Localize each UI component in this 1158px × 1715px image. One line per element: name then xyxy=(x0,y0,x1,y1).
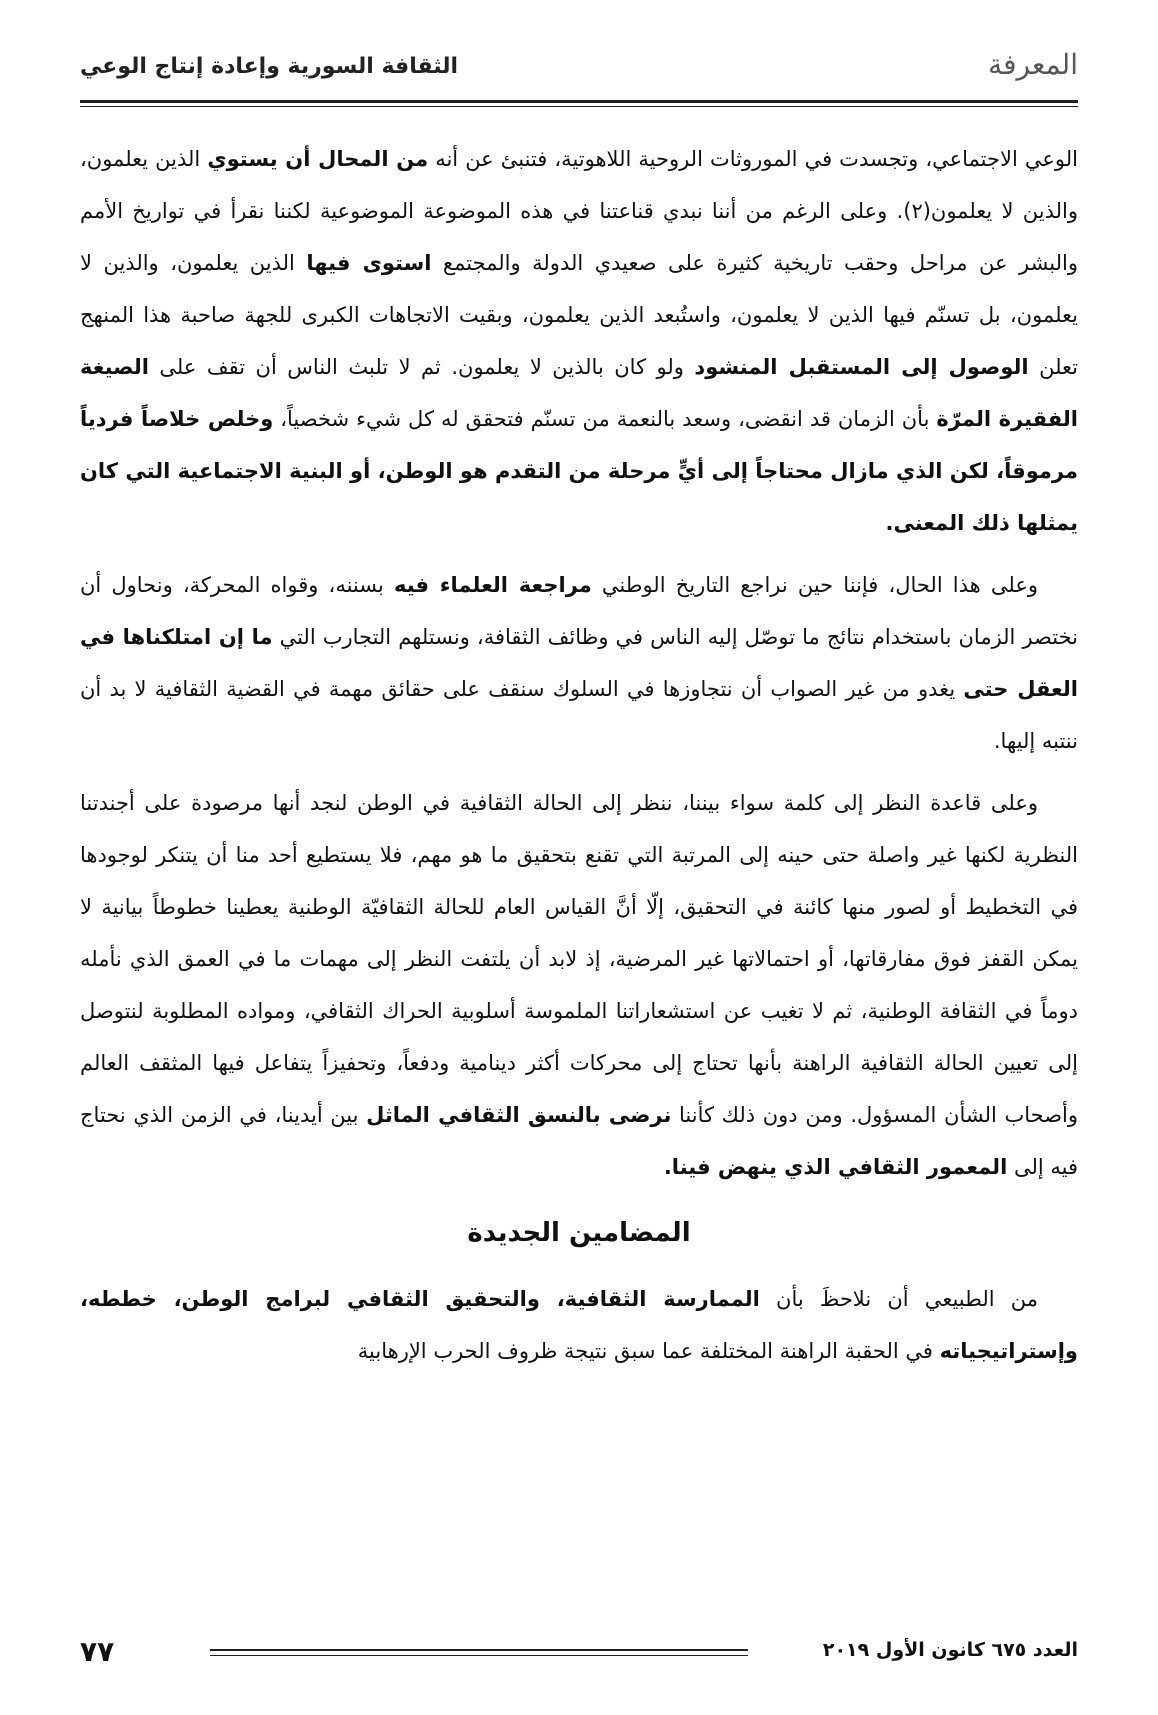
footer-rule xyxy=(210,1649,748,1651)
page-header xyxy=(80,42,1078,98)
page-number: ٧٧ xyxy=(80,1635,115,1668)
paragraph-1: الوعي الاجتماعي، وتجسدت في الموروثات الروحية اللاهوتية، فتنبئ عن أنه من المحال أن يستوي الذين يعلمون، والذين لا يعلمون(٢). وعلى الرغم من أننا نبدي قناعتنا في هذه الموضوعة الموضوعية لكننا نقرأ في تواريخ الأمم والبشر عن مراحل وحقب تاريخية كثيرة على صعيدي الدولة والمجتمع استوى فيها الذين يعلمون، والذين لا يعلمون، بل تسنّم فيها الذين لا يعلمون، واستُبعد الذين يعلمون، وبقيت الاتجاهات الكبرى للجهة صاحبة هذا المنهج تعلن الوصول إلى المستقبل المنشود ولو كان بالذين لا يعلمون. ثم لا تلبث الناس أن تقف على الصيغة الفقيرة المرّة بأن الزمان قد انقضى، وسعد بالنعمة من تسنّم فتحقق له كل شيء شخصياً، وخلص خلاصاً فردياً مرموقاً، لكن الذي مازال محتاجاً إلى أيٍّ مرحلة من التقدم هو الوطن، أو البنية الاجتماعية التي كان يمثلها ذلك المعنى. xyxy=(80,147,1079,535)
footer-rule-thin xyxy=(210,1655,748,1656)
header-rule-thin xyxy=(80,106,1078,107)
paragraph-3: وعلى قاعدة النظر إلى كلمة سواء بيننا، ننظر إلى الحالة الثقافية في الوطن لنجد أنها مرصودة على أجندتنا النظرية لكنها غير واصلة حتى حينه إلى المرتبة التي تقنع بتحقيق ما هو مهم، فلا يستطيع أحد منا أن يتنكر لوجودها في التخطيط أو لصور منها كائنة في التحقيق، إلّا أنَّ القياس العام للحالة الثقافيّة الوطنية يعطينا خطوطاً بيانية لا يمكن القفز فوق مفارقاتها، أو احتمالاتها غير المرضية، إذ لابد أن يلتفت النظر إلى مهمات ما في العمق الذي نأمله دوماً في الثقافة الوطنية، ثم لا تغيب عن استشعاراتنا الملموسة أسلوبية الحراك الثقافي، ومواده المطلوبة لنتوصل إلى تعيين الحالة الثقافية الراهنة بأنها تحتاج إلى محركات أكثر دينامية ودفعاً، وتحفيزاً يتفاعل فيها المثقف العالم وأصحاب الشأن المسؤول. ومن دون ذلك كأننا نرضى بالنسق الثقافي الماثل بين أيدينا، في الزمن الذي نحتاج فيه إلى المعمور الثقافي الذي ينهض فينا. xyxy=(80,791,1078,1179)
page-footer xyxy=(80,1635,1078,1675)
header-rule xyxy=(80,100,1078,103)
article-body xyxy=(80,133,1078,1387)
paragraph-4: من الطبيعي أن نلاحظَ بأن الممارسة الثقافية، والتحقيق الثقافي لبرامج الوطن، خططه، وإستراتيجياته في الحقبة الراهنة المختلفة عما سبق نتيجة ظروف الحرب الإرهابية xyxy=(80,1287,1078,1363)
paragraph-2: وعلى هذا الحال، فإننا حين نراجع التاريخ الوطني مراجعة العلماء فيه بسننه، وقواه المحركة، ونحاول أن نختصر الزمان باستخدام نتائج ما توصّل إليه الناس في وظائف الثقافة، ونستلهم التجارب التي ما إن امتلكناها في العقل حتى يغدو من غير الصواب أن نتجاوزها في السلوك سنقف على حقائق مهمة في القضية الثقافية لا بد أن ننتبه إليها. xyxy=(80,573,1078,753)
magazine-logo: المعرفة xyxy=(988,48,1078,81)
running-title: الثقافة السورية وإعادة إنتاج الوعي xyxy=(80,54,459,79)
section-title: المضامين الجديدة xyxy=(467,1218,691,1248)
issue-label: العدد ٦٧٥ كانون الأول ٢٠١٩ xyxy=(822,1639,1078,1661)
